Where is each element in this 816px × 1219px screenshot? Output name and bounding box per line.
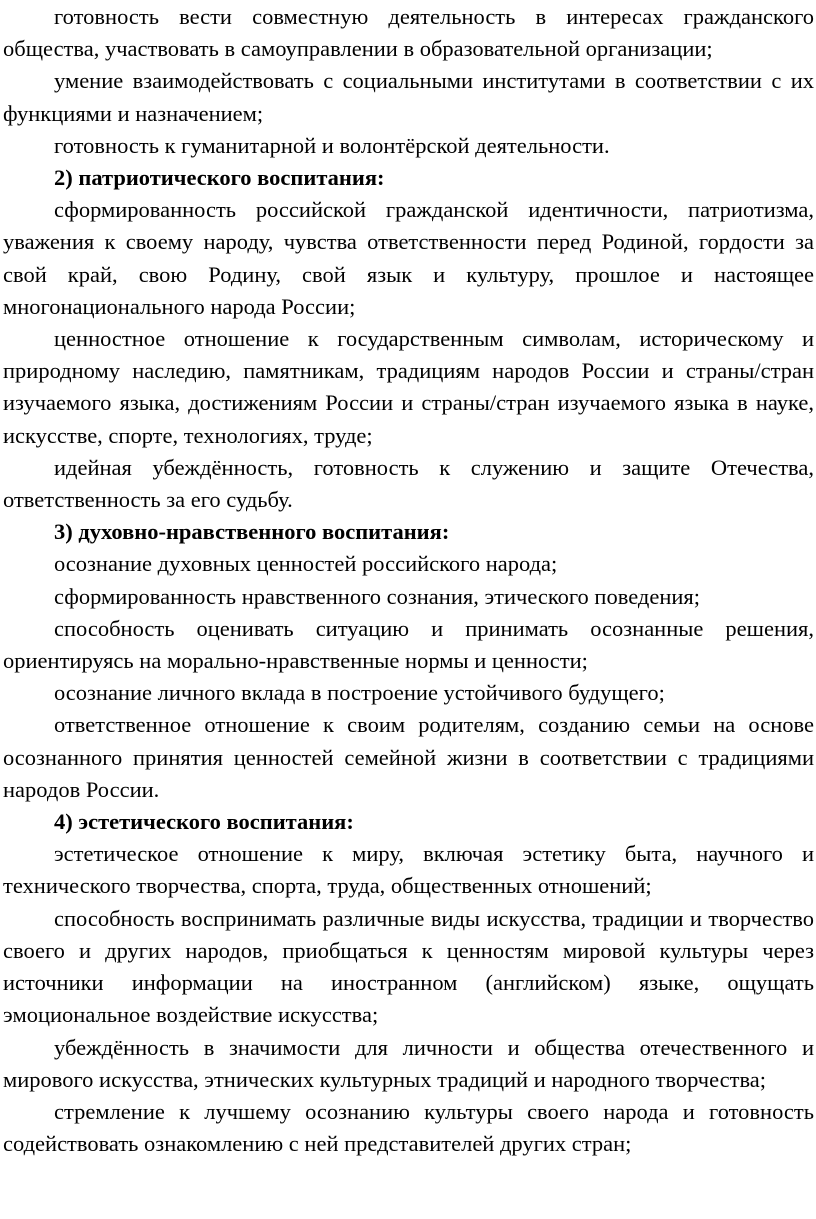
paragraph-art-perception: способность воспринимать различные виды искусства, традиции и творчество своего и других народов, приобщаться к ценностям мировой культуры через источники информации на иностранном (английском) языке, ощущать эмоциональное воздействие искусства; [3,905,814,1028]
paragraph-state-symbols: ценностное отношение к государственным символам, историческому и природному наследию, памятникам, традициям народов России и страны/стран изучаемого языка, достижениям России и страны/стран изучаемого языка в науке, искусстве, спорте, технологиях, труде; [3,326,814,448]
paragraph-spiritual-values: осознание духовных ценностей российского народа; [54,551,558,577]
paragraph-aesthetic-attitude: эстетическое отношение к миру, включая эстетику быта, научного и технического творчества, спорта, труда, общественных отношений; [3,841,814,899]
heading-aesthetic: 4) эстетического воспитания: [54,809,354,835]
heading-patriotic: 2) патриотического воспитания: [54,165,385,191]
heading-spiritual-moral: 3) духовно-нравственного воспитания: [54,519,450,545]
paragraph-decision-making: способность оценивать ситуацию и принимать осознанные решения, ориентируясь на морально-нравственные нормы и ценности; [3,615,814,674]
paragraph-art-significance: убеждённость в значимости для личности и общества отечественного и мирового искусства, этнических культурных традиций и народного творчества; [3,1034,814,1092]
paragraph-family-values: ответственное отношение к своим родителям, созданию семьи на основе осознанного принятия ценностей семейной жизни в соответствии с традициями народов России. [3,712,814,802]
paragraph-culture-understanding: стремление к лучшему осознанию культуры своего народа и готовность содействовать ознакомлению с ней представителей других стран; [3,1098,814,1157]
paragraph-moral-consciousness: сформированность нравственного сознания, этического поведения; [54,583,701,609]
paragraph-sustainable-future: осознание личного вклада в построение устойчивого будущего; [54,680,665,706]
paragraph-social-institutions: умение взаимодействовать с социальными институтами в соответствии с их функциями и назначением; [3,68,814,126]
paragraph-ideological-conviction: идейная убеждённость, готовность к служению и защите Отечества, ответственность за его судьбу. [3,454,814,513]
paragraph-volunteer: готовность к гуманитарной и волонтёрской деятельности. [54,132,610,158]
paragraph-civic-identity: сформированность российской гражданской идентичности, патриотизма, уважения к своему народу, чувства ответственности перед Родиной, гордости за свой край, свою Родину, свой язык и культуру, прошлое и настоящее многонационального народа России; [3,197,814,319]
paragraph-civic-activity: готовность вести совместную деятельность в интересах гражданского общества, участвовать в самоуправлении в образовательной организации; [3,4,814,62]
